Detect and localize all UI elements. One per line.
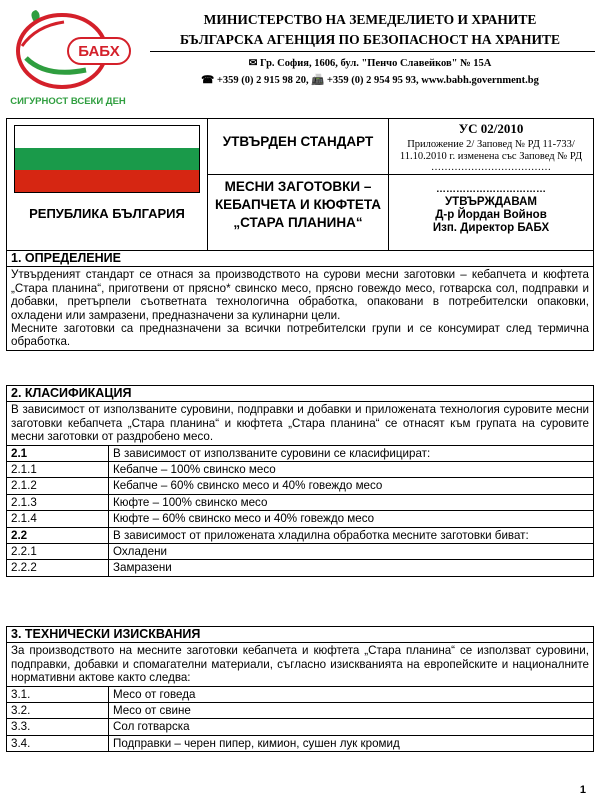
row-number: 2.2.2 — [7, 560, 109, 576]
row-text: Кебапче – 100% свинско месо — [109, 462, 594, 478]
consumption-paragraph: Месните заготовки са предназначени за всички потребителски групи и се консумират след термична обработка. — [11, 322, 589, 349]
approver-name: Д-р Йордан Войнов — [435, 209, 547, 221]
section-technical-requirements — [6, 626, 594, 752]
table-row — [7, 445, 594, 461]
country-cell — [7, 119, 208, 251]
requirements-intro: За производството на месните заготовки кебапчета и кюфтета „Стара планина“ се използват суровини, подправки, добавки и спомагателни материали, съгласно изискванията на европейските и националните нормативни актове както следва: — [7, 643, 594, 686]
agency-name: БЪЛГАРСКА АГЕНЦИЯ ПО БЕЗОПАСНОСТ НА ХРАНИТЕ — [179, 32, 561, 47]
row-text: Кюфте – 60% свинско месо и 40% говеждо месо — [109, 511, 594, 527]
row-text: Кюфте – 100% свинско месо — [109, 494, 594, 510]
classification-intro: В зависимост от използваните суровини, подправки и добавки и приложената технология суровите месни заготовки кебапчета „Стара планина“ и кюфтета „Стара планина“ се отнасят към групата на суровите месни заготовки от раздробено месо. — [7, 402, 594, 445]
row-text: Сол готварска — [109, 719, 594, 735]
bulgarian-flag — [14, 125, 200, 193]
row-number: 3.2. — [7, 703, 109, 719]
row-text: В зависимост от приложената хладилна обработка месните заготовки биват: — [109, 527, 594, 543]
section-definition — [6, 250, 594, 351]
table-row — [7, 686, 594, 702]
row-number: 2.1 — [7, 445, 109, 461]
ministry-name: МИНИСТЕРСТВО НА ЗЕМЕДЕЛИЕТО И ХРАНИТЕ — [203, 12, 537, 27]
row-number: 2.1.1 — [7, 462, 109, 478]
table-row — [7, 511, 594, 527]
table-row — [7, 494, 594, 510]
section-heading: 1. ОПРЕДЕЛЕНИЕ — [7, 251, 594, 267]
row-number: 2.1.3 — [7, 494, 109, 510]
row-text: Замразени — [109, 560, 594, 576]
babh-logo — [6, 8, 136, 108]
table-row — [7, 478, 594, 494]
standard-title: УТВЪРДЕН СТАНДАРТ — [208, 119, 389, 175]
table-row — [7, 462, 594, 478]
row-number: 3.4. — [7, 735, 109, 751]
table-row — [7, 703, 594, 719]
approval-dots: …………………………… — [436, 184, 546, 195]
logo-text: БАБХ — [78, 43, 120, 60]
section-heading: 3. ТЕХНИЧЕСКИ ИЗИСКВАНИЯ — [7, 627, 594, 643]
approved-label: УТВЪРЖДАВАМ — [445, 196, 537, 208]
section-heading: 2. КЛАСИФИКАЦИЯ — [7, 386, 594, 402]
section-classification — [6, 385, 594, 577]
header-divider — [150, 51, 595, 52]
contact-line: ☎ +359 (0) 2 915 98 20, 📠 +359 (0) 2 954 95 93, www.babh.government.bg — [201, 75, 539, 86]
row-text: Месо от говеда — [109, 686, 594, 702]
table-row — [7, 719, 594, 735]
row-text: Охладени — [109, 544, 594, 560]
row-number: 2.1.4 — [7, 511, 109, 527]
row-text: В зависимост от използваните суровини се класифицират: — [109, 445, 594, 461]
row-text: Подправки – черен пипер, кимион, сушен лук кромид — [109, 735, 594, 751]
approval-cell — [389, 175, 594, 251]
section-text — [7, 267, 594, 350]
order-dots: ……………………………… — [431, 162, 551, 173]
table-row — [7, 527, 594, 543]
standard-code: УС 02/2010 — [458, 121, 524, 136]
logo-tagline: СИГУРНОСТ ВСЕКИ ДЕН — [10, 96, 126, 107]
row-number: 2.2.1 — [7, 544, 109, 560]
definition-paragraph: Утвърденият стандарт се отнася за производството на сурови месни заготовки – кебапчета и кюфтета „Стара планина“, приготвени от прясно* свинско месо, прясно говеждо месо, готварска сол, подправки и добавки, претърпели съответната технологична обработка, опаковани в потребителски опаковки, охладени или замразени, предназначени за кулинарни цели. — [11, 268, 589, 322]
standard-info-table — [6, 118, 594, 251]
row-text: Месо от свине — [109, 703, 594, 719]
table-row — [7, 735, 594, 751]
address-line: ✉ Гр. София, 1606, бул. "Пенчо Славейков" № 15А — [248, 58, 492, 69]
page-number: 1 — [579, 784, 586, 796]
order-reference: Приложение 2/ Заповед № РД 11-733/ 11.10.2010 г. изменена със Заповед № РД — [399, 139, 583, 162]
product-name: МЕСНИ ЗАГОТОВКИ – КЕБАПЧЕТА И КЮФТЕТА „СТАРА ПЛАНИНА“ — [208, 175, 389, 251]
approver-title: Изп. Директор БАБХ — [432, 222, 550, 234]
country-name: РЕПУБЛИКА БЪЛГАРИЯ — [29, 206, 185, 221]
row-number: 3.1. — [7, 686, 109, 702]
table-row — [7, 560, 594, 576]
row-number: 2.2 — [7, 527, 109, 543]
table-row — [7, 544, 594, 560]
row-number: 2.1.2 — [7, 478, 109, 494]
row-text: Кебапче – 60% свинско месо и 40% говеждо месо — [109, 478, 594, 494]
document-header — [0, 0, 600, 118]
row-number: 3.3. — [7, 719, 109, 735]
standard-code-cell — [389, 119, 594, 175]
